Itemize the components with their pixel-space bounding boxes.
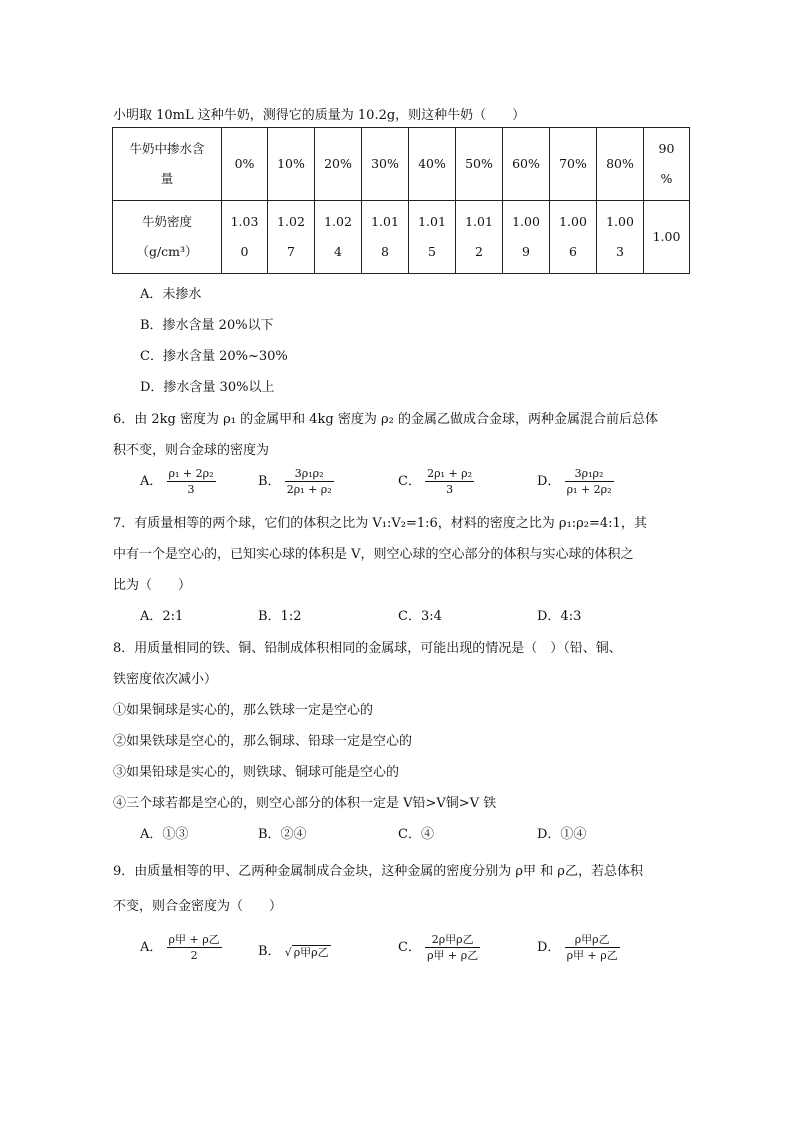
table-cell [409, 201, 456, 274]
fraction [167, 466, 216, 497]
table-row [113, 201, 690, 274]
option-label: D． [537, 474, 561, 489]
q7-option-b: B．1:2 [258, 609, 302, 624]
q8-option-d: D．①④ [537, 827, 587, 842]
table-cell: 牛奶中掺水含 [129, 141, 205, 156]
table-cell [222, 201, 268, 274]
table-cell: 1.02 [324, 214, 352, 229]
table-cell [456, 201, 503, 274]
table-cell: 4 [334, 244, 342, 259]
q6-stem-line2: 积不变，则合金球的密度为 [113, 443, 270, 458]
q7-option-a: A．2:1 [140, 609, 184, 624]
table-cell: 50% [456, 128, 503, 201]
q9-option-b [258, 940, 331, 960]
fraction [425, 932, 480, 963]
table-cell: 量 [160, 171, 174, 186]
denominator: 3 [187, 483, 195, 496]
option-label: A． [140, 474, 163, 489]
table-row [113, 128, 690, 201]
fraction [285, 466, 334, 497]
q9-stem-line1: 9．由质量相等的甲、乙两种金属制成合金块，这种金属的密度分别为 ρ甲 和 ρ乙，若总体积 [113, 864, 643, 879]
table-cell [315, 201, 362, 274]
q6-option-a [140, 466, 216, 497]
table-cell: 1.01 [465, 214, 493, 229]
q8-stem-line1: 8．用质量相同的铁、铜、铅制成体积相同的金属球，可能出现的情况是（ ）（铅、铜、 [113, 641, 622, 656]
q9-stem-line2: 不变，则合金密度为（ ） [113, 899, 283, 914]
fraction [565, 466, 614, 497]
table-cell [503, 201, 550, 274]
q8-statement-3: ③如果铅球是实心的，则铁球、铜球可能是空心的 [113, 765, 400, 780]
table-cell: 1.00 [606, 214, 634, 229]
table-cell: 1.01 [418, 214, 446, 229]
table-cell: 6 [569, 244, 577, 259]
option-label: B． [258, 474, 281, 489]
table-cell: （g/cm³） [136, 244, 198, 259]
fraction [425, 466, 474, 497]
q8-option-b: B．②④ [258, 827, 307, 842]
q8-stem-line2: 铁密度依次减小） [113, 672, 218, 687]
table-cell: 30% [362, 128, 409, 201]
table-cell: 9 [522, 244, 530, 259]
q6-option-d [537, 466, 614, 497]
table-cell: 5 [428, 244, 436, 259]
table-header-density [113, 201, 222, 274]
table-cell [550, 201, 597, 274]
q7-stem-line3: 比为（ ） [113, 578, 192, 593]
denominator: ρ甲 + ρ乙 [427, 949, 479, 962]
table-cell: 20% [315, 128, 362, 201]
numerator: 3ρ₁ρ₂ [565, 466, 614, 482]
numerator: 2ρ甲ρ乙 [425, 932, 480, 948]
q8-option-a: A．①③ [140, 827, 189, 842]
q8-statement-1: ①如果铜球是实心的，那么铁球一定是空心的 [113, 703, 374, 718]
table-cell: 1.00 [644, 201, 690, 274]
table-cell: 10% [268, 128, 315, 201]
q9-option-d [537, 932, 620, 963]
table-cell: 0 [240, 244, 249, 259]
q8-statement-2: ②如果铁球是空心的，那么铜球、铅球一定是空心的 [113, 734, 413, 749]
q7-stem-line2: 中有一个是空心的，已知实心球的体积是 V，则空心球的空心部分的体积与实心球的体积之 [113, 547, 634, 562]
radicand: ρ甲ρ乙 [293, 945, 329, 959]
numerator: 3ρ₁ρ₂ [285, 466, 334, 482]
q5-option-c: C．掺水含量 20%~30% [140, 349, 288, 364]
q6-option-b [258, 466, 334, 497]
table-cell: 牛奶密度 [141, 214, 192, 229]
table-cell: 1.00 [559, 214, 587, 229]
fraction [565, 932, 620, 963]
numerator: ρ₁ + 2ρ₂ [168, 467, 214, 480]
q5-option-a: A．未掺水 [140, 287, 202, 302]
table-cell: % [660, 171, 673, 186]
table-cell: 0% [222, 128, 268, 201]
q7-stem-line1: 7．有质量相等的两个球，它们的体积之比为 V₁:V₂=1:6，材料的密度之比为 ρ₁:ρ₂=4:1，其 [113, 516, 647, 531]
q5-option-b: B．掺水含量 20%以下 [140, 318, 274, 333]
table-cell: 1.03 [230, 214, 259, 229]
table-cell: 90 [658, 141, 675, 156]
table-cell: 1.01 [371, 214, 399, 229]
table-cell [268, 201, 315, 274]
q7-option-c: C．3:4 [398, 609, 442, 624]
numerator: ρ甲ρ乙 [565, 932, 620, 948]
table-cell [597, 201, 644, 274]
table-cell: 70% [550, 128, 597, 201]
table-cell: 3 [616, 244, 624, 259]
table-cell: 1.00 [512, 214, 540, 229]
table-cell: 7 [287, 244, 295, 259]
denominator: 3 [446, 483, 454, 496]
table-cell: 8 [381, 244, 389, 259]
table-cell-last-percent [644, 128, 690, 201]
q5-option-d: D．掺水含量 30%以上 [140, 380, 275, 395]
q8-option-c: C．④ [398, 827, 434, 842]
option-label: D． [537, 940, 561, 955]
numerator: ρ甲 + ρ乙 [168, 933, 220, 946]
numerator: 2ρ₁ + ρ₂ [427, 467, 473, 480]
table-cell: 40% [409, 128, 456, 201]
q8-statement-4: ④三个球若都是空心的，则空心部分的体积一定是 V铅>V铜>V 铁 [113, 796, 497, 811]
table-cell: 60% [503, 128, 550, 201]
q9-option-a [140, 932, 222, 963]
denominator: 2ρ₁ + ρ₂ [286, 483, 332, 496]
q5-stem: 小明取 10mL 这种牛奶，测得它的质量为 10.2g，则这种牛奶（ ） [113, 108, 526, 123]
option-label: C． [398, 940, 421, 955]
table-cell [362, 201, 409, 274]
square-root: √ ρ甲ρ乙 [284, 945, 329, 959]
q6-stem-line1: 6．由 2kg 密度为 ρ₁ 的金属甲和 4kg 密度为 ρ₂ 的金属乙做成合金球，两种金属混合前后总体 [113, 412, 658, 427]
option-label: B． [258, 944, 281, 959]
denominator: 2 [190, 949, 198, 962]
table-cell: 80% [597, 128, 644, 201]
fraction [167, 932, 222, 963]
table-cell: 2 [475, 244, 483, 259]
denominator: ρ₁ + 2ρ₂ [566, 483, 612, 496]
option-label: C． [398, 474, 421, 489]
q6-option-c [398, 466, 474, 497]
table-header-water-content [113, 128, 222, 201]
milk-density-table [112, 127, 690, 274]
table-cell: 1.02 [277, 214, 305, 229]
denominator: ρ甲 + ρ乙 [566, 949, 618, 962]
q7-option-d: D．4:3 [537, 609, 582, 624]
q9-option-c [398, 932, 480, 963]
option-label: A． [140, 940, 163, 955]
